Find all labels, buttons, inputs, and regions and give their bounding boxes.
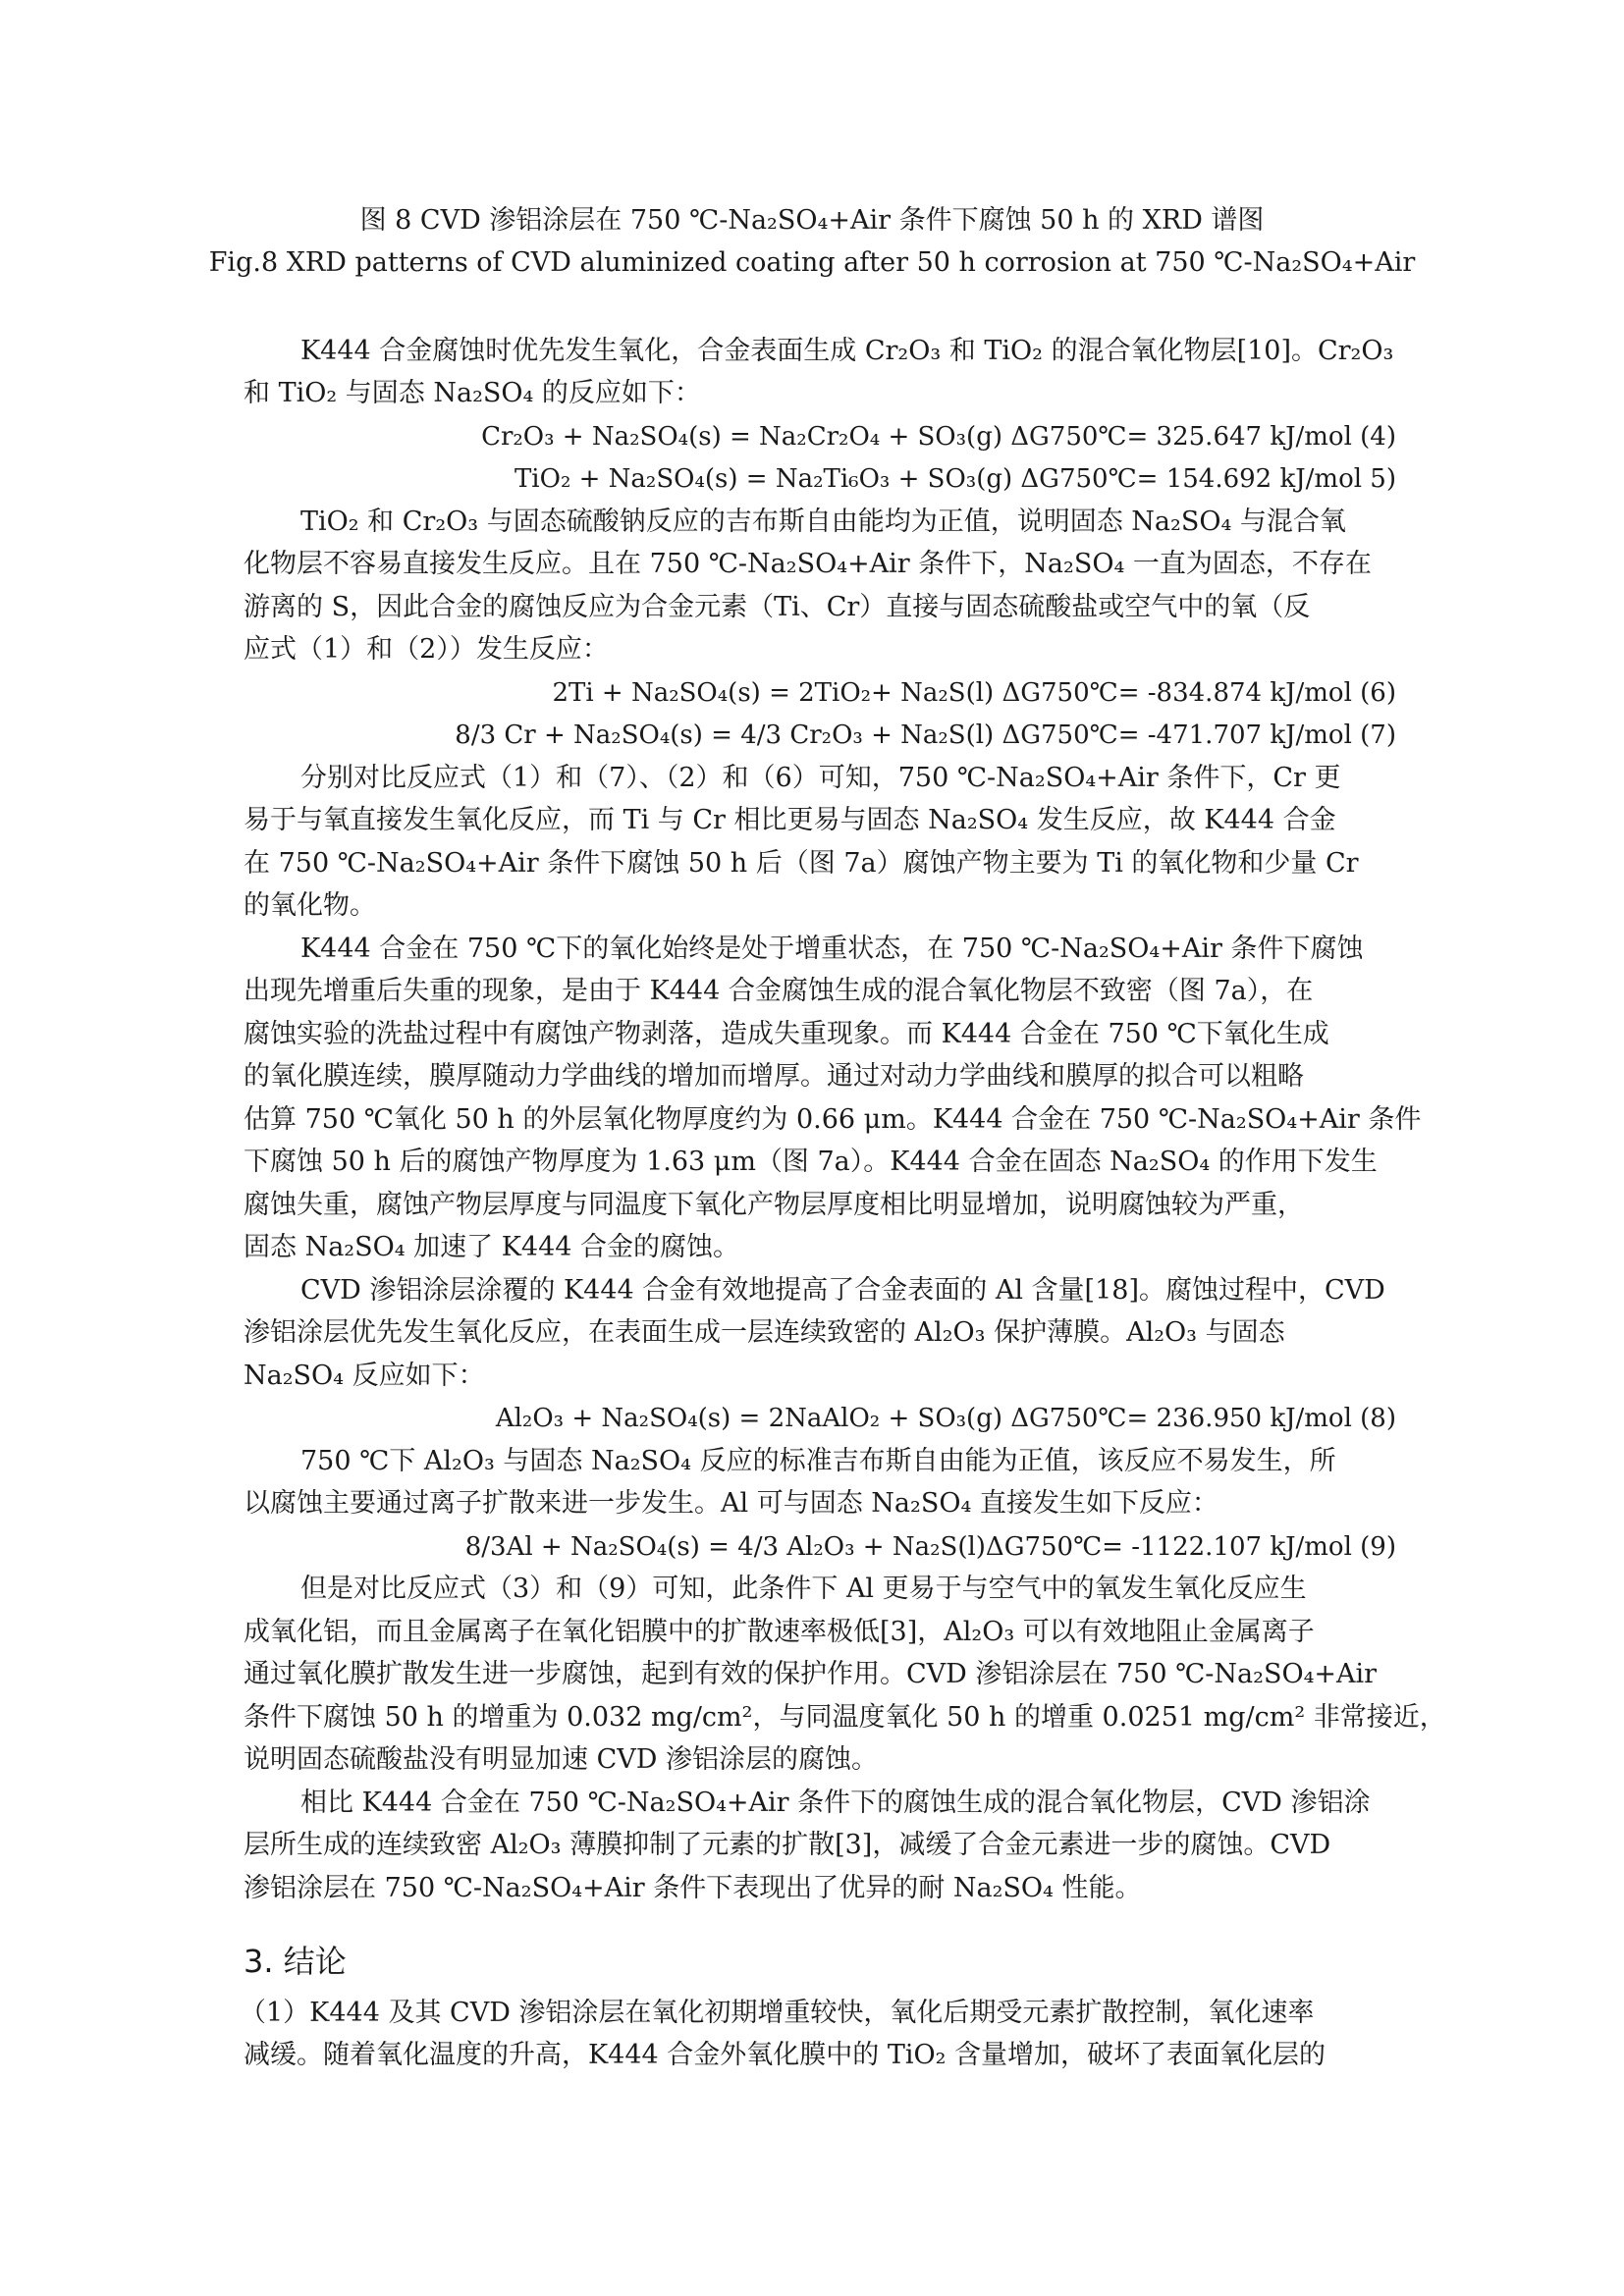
paragraph-line: 的氧化物。 (244, 890, 376, 921)
paragraph-line: 通过氧化膜扩散发生进一步腐蚀，起到有效的保护作用。CVD 渗铝涂层在 750 ℃-Na₂SO₄+Air (244, 1659, 1378, 1689)
paragraph-line: 固态 Na₂SO₄ 加速了 K444 合金的腐蚀。 (244, 1232, 740, 1262)
paragraph-line: TiO₂ 和 Cr₂O₃ 与固态硫酸钠反应的吉布斯自由能均为正值，说明固态 Na₂SO₄ 与混合氧 (300, 507, 1346, 537)
paragraph-line: K444 合金在 750 ℃下的氧化始终是处于增重状态，在 750 ℃-Na₂SO₄+Air 条件下腐蚀 (300, 934, 1364, 964)
paragraph-line: 应式（1）和（2））发生反应： (244, 634, 609, 665)
figure-caption-zh: 图 8 CVD 渗铝涂层在 750 ℃-Na₂SO₄+Air 条件下腐蚀 50 h 的 XRD 谱图 (359, 205, 1265, 236)
paragraph-line: 以腐蚀主要通过离子扩散来进一步发生。Al 可与固态 Na₂SO₄ 直接发生如下反应： (244, 1488, 1218, 1519)
paragraph-line: 层所生成的连续致密 Al₂O₃ 薄膜抑制了元素的扩散[3]，减缓了合金元素进一步的腐蚀。CVD (244, 1830, 1331, 1860)
paragraph-line: 估算 750 ℃氧化 50 h 的外层氧化物厚度约为 0.66 μm。K444 合金在 750 ℃-Na₂SO₄+Air 条件 (244, 1104, 1422, 1135)
figure-caption-en: Fig.8 XRD patterns of CVD aluminized coating after 50 h corrosion at 750 ℃-Na₂SO₄+Air (208, 247, 1416, 278)
paragraph-line: 下腐蚀 50 h 后的腐蚀产物厚度为 1.63 μm（图 7a）。K444 合金在固态 Na₂SO₄ 的作用下发生 (244, 1147, 1378, 1177)
paragraph-line: 说明固态硫酸盐没有明显加速 CVD 渗铝涂层的腐蚀。 (244, 1744, 878, 1775)
paragraph-line: 渗铝涂层在 750 ℃-Na₂SO₄+Air 条件下表现出了优异的耐 Na₂SO₄ 性能。 (244, 1873, 1142, 1903)
paragraph-line: 的氧化膜连续，膜厚随动力学曲线的增加而增厚。通过对动力学曲线和膜厚的拟合可以粗略 (244, 1061, 1304, 1092)
paragraph-line: 和 TiO₂ 与固态 Na₂SO₄ 的反应如下： (244, 378, 701, 408)
paragraph-line: 分别对比反应式（1）和（7）、（2）和（6）可知，750 ℃-Na₂SO₄+Air 条件下，Cr 更 (300, 763, 1341, 793)
equation-6: 2Ti + Na₂SO₄(s) = 2TiO₂+ Na₂S(l) ΔG750℃= -834.874 kJ/mol (6) (552, 678, 1396, 708)
equation-7: 8/3 Cr + Na₂SO₄(s) = 4/3 Cr₂O₃ + Na₂S(l) ΔG750℃= -471.707 kJ/mol (7) (455, 721, 1396, 750)
paragraph-line: 成氧化铝，而且金属离子在氧化铝膜中的扩散速率极低[3]，Al₂O₃ 可以有效地阻止金属离子 (244, 1617, 1315, 1647)
paragraph-line: 750 ℃下 Al₂O₃ 与固态 Na₂SO₄ 反应的标准吉布斯自由能为正值，该反应不易发生，所 (300, 1446, 1336, 1476)
paragraph-line: 腐蚀失重，腐蚀产物层厚度与同温度下氧化产物层厚度相比明显增加，说明腐蚀较为严重， (244, 1190, 1304, 1220)
paragraph-line: 渗铝涂层优先发生氧化反应，在表面生成一层连续致密的 Al₂O₃ 保护薄膜。Al₂O₃ 与固态 (244, 1317, 1285, 1348)
paragraph-line: 但是对比反应式（3）和（9）可知，此条件下 Al 更易于与空气中的氧发生氧化反应生 (300, 1574, 1307, 1604)
equation-4: Cr₂O₃ + Na₂SO₄(s) = Na₂Cr₂O₄ + SO₃(g) ΔG750℃= 325.647 kJ/mol (4) (481, 422, 1396, 452)
paragraph-line: 在 750 ℃-Na₂SO₄+Air 条件下腐蚀 50 h 后（图 7a）腐蚀产物主要为 Ti 的氧化物和少量 Cr (244, 848, 1359, 879)
paragraph-line: 腐蚀实验的洗盐过程中有腐蚀产物剥落，造成失重现象。而 K444 合金在 750 ℃下氧化生成 (244, 1019, 1329, 1049)
paragraph-line: 出现先增重后失重的现象，是由于 K444 合金腐蚀生成的混合氧化物层不致密（图 7a），在 (244, 976, 1314, 1006)
equation-5: TiO₂ + Na₂SO₄(s) = Na₂Ti₆O₃ + SO₃(g) ΔG750℃= 154.692 kJ/mol 5) (514, 464, 1396, 494)
paragraph-line: Na₂SO₄ 反应如下： (244, 1361, 485, 1391)
paragraph-line: 游离的 S，因此合金的腐蚀反应为合金元素（Ti、Cr）直接与固态硫酸盐或空气中的氧（反 (244, 592, 1311, 622)
paragraph-line: 条件下腐蚀 50 h 的增重为 0.032 mg/cm²，与同温度氧化 50 h 的增重 0.0251 mg/cm² 非常接近， (244, 1702, 1446, 1733)
equation-9: 8/3Al + Na₂SO₄(s) = 4/3 Al₂O₃ + Na₂S(l)ΔG750℃= -1122.107 kJ/mol (9) (464, 1532, 1396, 1562)
paragraph-line: 减缓。随着氧化温度的升高，K444 合金外氧化膜中的 TiO₂ 含量增加，破坏了表面氧化层的 (244, 2040, 1326, 2070)
paragraph-line: CVD 渗铝涂层涂覆的 K444 合金有效地提高了合金表面的 Al 含量[18]。腐蚀过程中，CVD (300, 1275, 1385, 1306)
section-heading: 3. 结论 (244, 1943, 347, 1980)
paragraph-line: 易于与氧直接发生氧化反应，而 Ti 与 Cr 相比更易与固态 Na₂SO₄ 发生反应，故 K444 合金 (244, 805, 1336, 835)
paragraph-line: 化物层不容易直接发生反应。且在 750 ℃-Na₂SO₄+Air 条件下，Na₂SO₄ 一直为固态，不存在 (244, 549, 1372, 579)
paragraph-line: 相比 K444 合金在 750 ℃-Na₂SO₄+Air 条件下的腐蚀生成的混合氧化物层，CVD 渗铝涂 (300, 1788, 1371, 1818)
paragraph-line: （1）K444 及其 CVD 渗铝涂层在氧化初期增重较快，氧化后期受元素扩散控制，氧化速率 (240, 1998, 1315, 2028)
equation-8: Al₂O₃ + Na₂SO₄(s) = 2NaAlO₂ + SO₃(g) ΔG750℃= 236.950 kJ/mol (8) (495, 1404, 1396, 1433)
paragraph-line: K444 合金腐蚀时优先发生氧化，合金表面生成 Cr₂O₃ 和 TiO₂ 的混合氧化物层[10]。Cr₂O₃ (300, 336, 1394, 366)
